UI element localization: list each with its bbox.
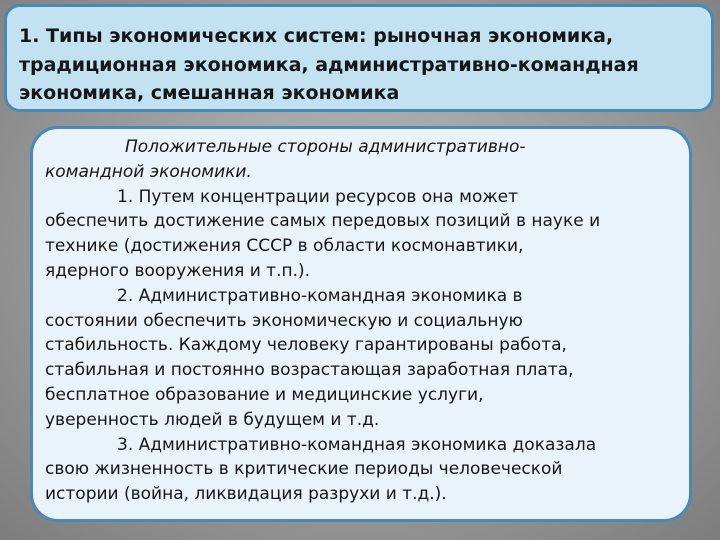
- content-point-2-line-3: стабильность. Каждому человеку гарантированы работа,: [45, 335, 567, 356]
- title-panel: [4, 4, 714, 112]
- title-line-3: экономика, смешанная экономика: [19, 82, 400, 104]
- content-point-2-line-5: бесплатное образование и медицинские услуги,: [45, 384, 484, 405]
- content-point-2-line-1: 2. Административно-командная экономика в: [117, 285, 523, 306]
- content-point-1-line-4: ядерного вооружения и т.п.).: [45, 260, 311, 281]
- content-heading-line-1: Положительные стороны административно-: [125, 137, 526, 157]
- content-point-1-line-3: технике (достижения СССР в области космонавтики,: [45, 236, 524, 257]
- content-point-2-line-6: уверенность людей в будущем и т.д.: [45, 409, 380, 430]
- content-point-3-line-3: истории (война, ликвидация разрухи и т.д.).: [45, 484, 447, 505]
- content-point-2-line-2: состоянии обеспечить экономическую и социальную: [45, 310, 523, 331]
- content-point-3-line-2: свою жизненность в критические периоды человеческой: [45, 459, 563, 480]
- content-point-1-line-1: 1. Путем концентрации ресурсов она может: [117, 186, 519, 207]
- content-heading-line-2: командной экономики.: [45, 161, 252, 182]
- title-line-1: 1. Типы экономических систем: рыночная экономика,: [19, 25, 614, 47]
- content-point-2-line-4: стабильная и постоянно возрастающая заработная плата,: [45, 360, 574, 381]
- content-point-1-line-2: обеспечить достижение самых передовых позиций в науке и: [45, 211, 601, 232]
- title-line-2: традиционная экономика, административно-командная: [19, 54, 639, 76]
- content-point-3-line-1: 3. Административно-командная экономика доказала: [117, 434, 597, 455]
- content-panel: [30, 126, 692, 522]
